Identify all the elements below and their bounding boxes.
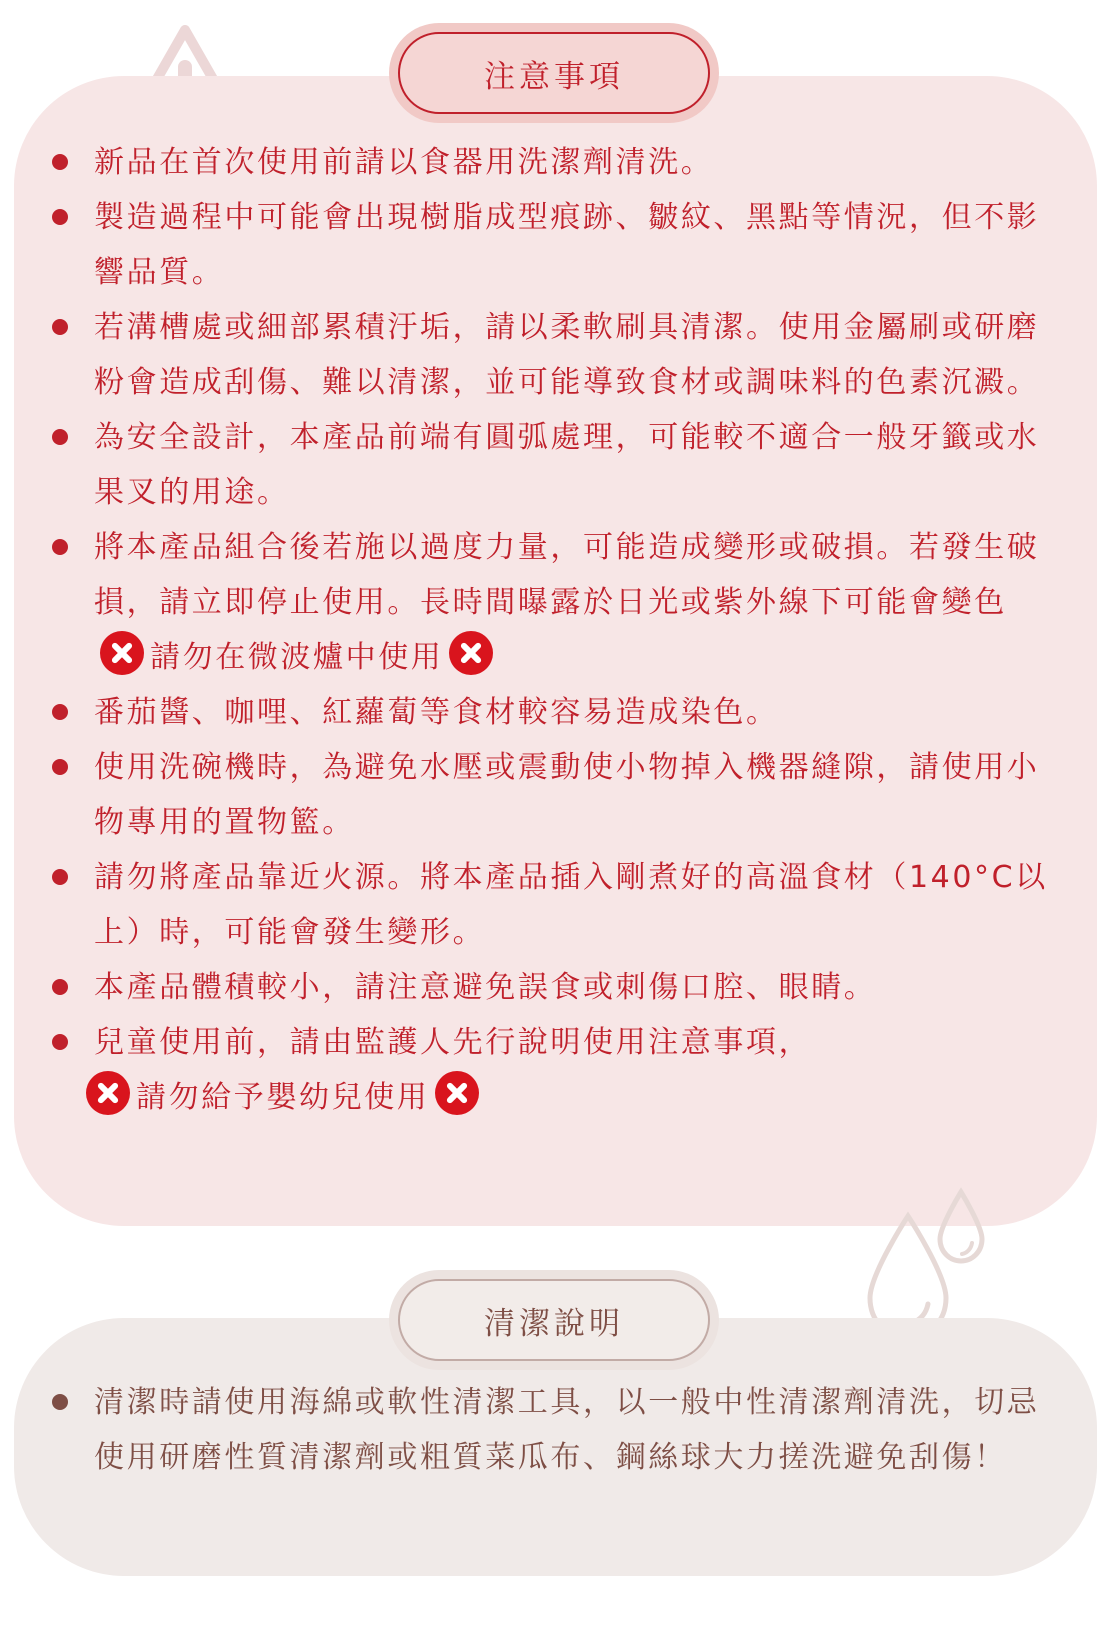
list-item bbox=[52, 190, 1052, 300]
note-text: 製造過程中可能會出現樹脂成型痕跡、皺紋、黑點等情況，但不影響品質。 bbox=[94, 200, 1040, 290]
cleaning-text: 清潔時請使用海綿或軟性清潔工具，以一般中性清潔劑清洗，切忌使用研磨性質清潔劑或粗質菜瓜布、鋼絲球大力搓洗避免刮傷！ bbox=[94, 1385, 1040, 1475]
cleaning-title-badge bbox=[389, 1270, 719, 1370]
list-item bbox=[52, 1375, 1052, 1485]
bullet-dot bbox=[52, 319, 68, 335]
notes-title: 注意事項 bbox=[398, 32, 710, 114]
list-item bbox=[52, 1015, 1052, 1125]
note-text: 本產品體積較小，請注意避免誤食或刺傷口腔、眼睛。 bbox=[94, 970, 877, 1005]
bullet-dot bbox=[52, 759, 68, 775]
note-text: 將本產品組合後若施以過度力量，可能造成變形或破損。若發生破損，請立即停止使用。長時間曝露於日光或紫外線下可能會變色 bbox=[94, 530, 1040, 620]
microwave-warning: 請勿在微波爐中使用 bbox=[150, 640, 444, 675]
prohibit-x-icon bbox=[100, 631, 144, 675]
note-text: 使用洗碗機時，為避免水壓或震動使小物掉入機器縫隙，請使用小物專用的置物籃。 bbox=[94, 750, 1040, 840]
bullet-dot bbox=[52, 539, 68, 555]
list-item bbox=[52, 740, 1052, 850]
list-item bbox=[52, 300, 1052, 410]
note-text: 請勿將產品靠近火源。將本產品插入剛煮好的高溫食材（140°C以上）時，可能會發生變形。 bbox=[94, 860, 1048, 950]
bullet-dot bbox=[52, 154, 68, 170]
note-text: 番茄醬、咖哩、紅蘿蔔等食材較容易造成染色。 bbox=[94, 695, 779, 730]
list-item bbox=[52, 850, 1052, 960]
cleaning-title: 清潔說明 bbox=[398, 1279, 710, 1361]
list-item bbox=[52, 410, 1052, 520]
notes-list bbox=[52, 135, 1052, 1125]
list-item bbox=[52, 960, 1052, 1015]
infant-warning: 請勿給予嬰幼兒使用 bbox=[136, 1080, 430, 1115]
infant-warning-line bbox=[80, 1070, 1052, 1125]
bullet-dot bbox=[52, 209, 68, 225]
note-text: 兒童使用前，請由監護人先行說明使用注意事項， bbox=[94, 1025, 812, 1060]
bullet-dot bbox=[52, 704, 68, 720]
prohibit-x-icon bbox=[435, 1071, 479, 1115]
prohibit-x-icon bbox=[86, 1071, 130, 1115]
cleaning-list bbox=[52, 1375, 1052, 1485]
bullet-dot bbox=[52, 979, 68, 995]
list-item bbox=[52, 135, 1052, 190]
note-text: 為安全設計，本產品前端有圓弧處理，可能較不適合一般牙籤或水果叉的用途。 bbox=[94, 420, 1040, 510]
note-text: 新品在首次使用前請以食器用洗潔劑清洗。 bbox=[94, 145, 714, 180]
list-item bbox=[52, 685, 1052, 740]
notes-title-badge bbox=[389, 23, 719, 123]
bullet-dot bbox=[52, 429, 68, 445]
note-text: 若溝槽處或細部累積汙垢，請以柔軟刷具清潔。使用金屬刷或研磨粉會造成刮傷、難以清潔，並可能導致食材或調味料的色素沉澱。 bbox=[94, 310, 1040, 400]
prohibit-x-icon bbox=[449, 631, 493, 675]
list-item bbox=[52, 520, 1052, 685]
bullet-dot bbox=[52, 869, 68, 885]
bullet-dot bbox=[52, 1034, 68, 1050]
bullet-dot bbox=[52, 1394, 68, 1410]
